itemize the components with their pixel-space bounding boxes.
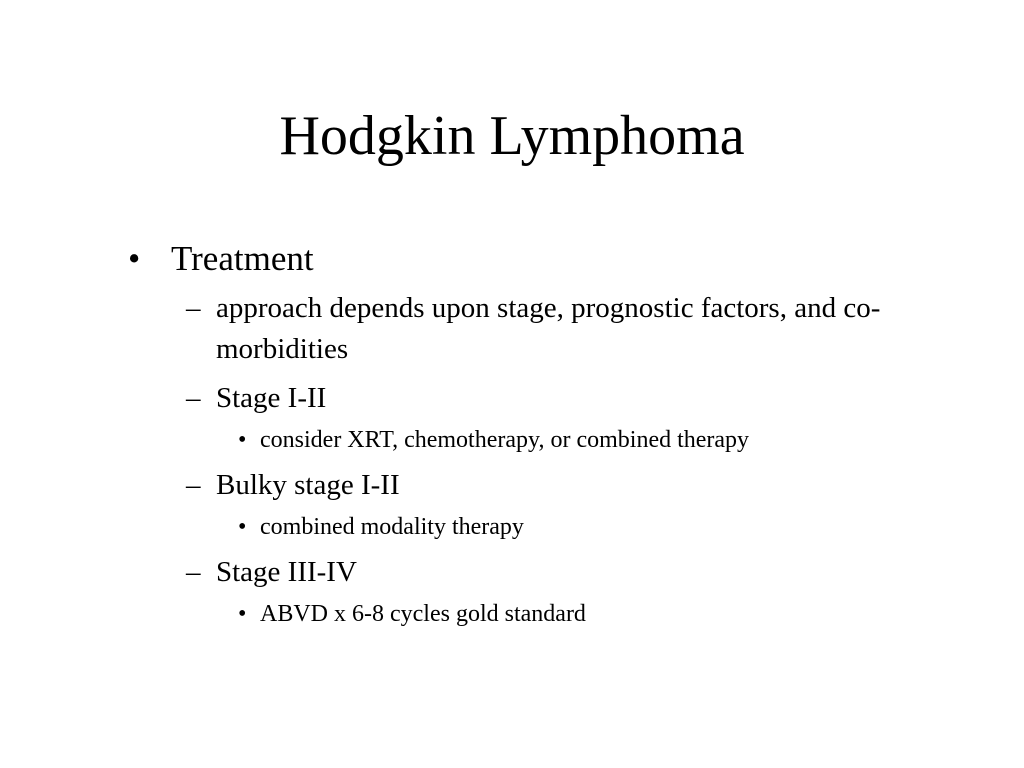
bullet-marker: • xyxy=(238,427,247,453)
subsubbullet-combined-modality xyxy=(238,510,928,544)
dash-marker: – xyxy=(186,292,201,324)
subsubbullet-consider-xrt xyxy=(238,423,928,457)
dash-marker: – xyxy=(186,556,201,588)
bullet-marker: • xyxy=(128,239,141,278)
slide-title: Hodgkin Lymphoma xyxy=(279,105,745,167)
subbullet-text: Stage I-II xyxy=(216,382,327,414)
dash-marker: – xyxy=(186,382,201,414)
subbullet-approach xyxy=(186,288,928,370)
subsubbullet-text: combined modality therapy xyxy=(260,514,524,540)
subsubbullet-text: ABVD x 6-8 cycles gold standard xyxy=(260,601,586,627)
bullet-text: Treatment xyxy=(171,239,314,278)
subbullet-text: Stage III-IV xyxy=(216,556,357,588)
subbullet-bulky-stage xyxy=(186,465,928,506)
subsubbullet-text: consider XRT, chemotherapy, or combined therapy xyxy=(260,427,750,453)
bullet-marker: • xyxy=(238,514,247,540)
subsubbullet-abvd xyxy=(238,597,928,631)
dash-marker: – xyxy=(186,469,201,501)
subbullet-text: Bulky stage I-II xyxy=(216,469,400,501)
bullet-marker: • xyxy=(238,601,247,627)
slide-body xyxy=(128,236,928,631)
bullet-treatment xyxy=(128,236,928,282)
subbullet-stage-iii-iv xyxy=(186,552,928,593)
subbullet-stage-i-ii xyxy=(186,378,928,419)
subbullet-text: approach depends upon stage, prognostic factors, and co-morbidities xyxy=(216,292,881,365)
